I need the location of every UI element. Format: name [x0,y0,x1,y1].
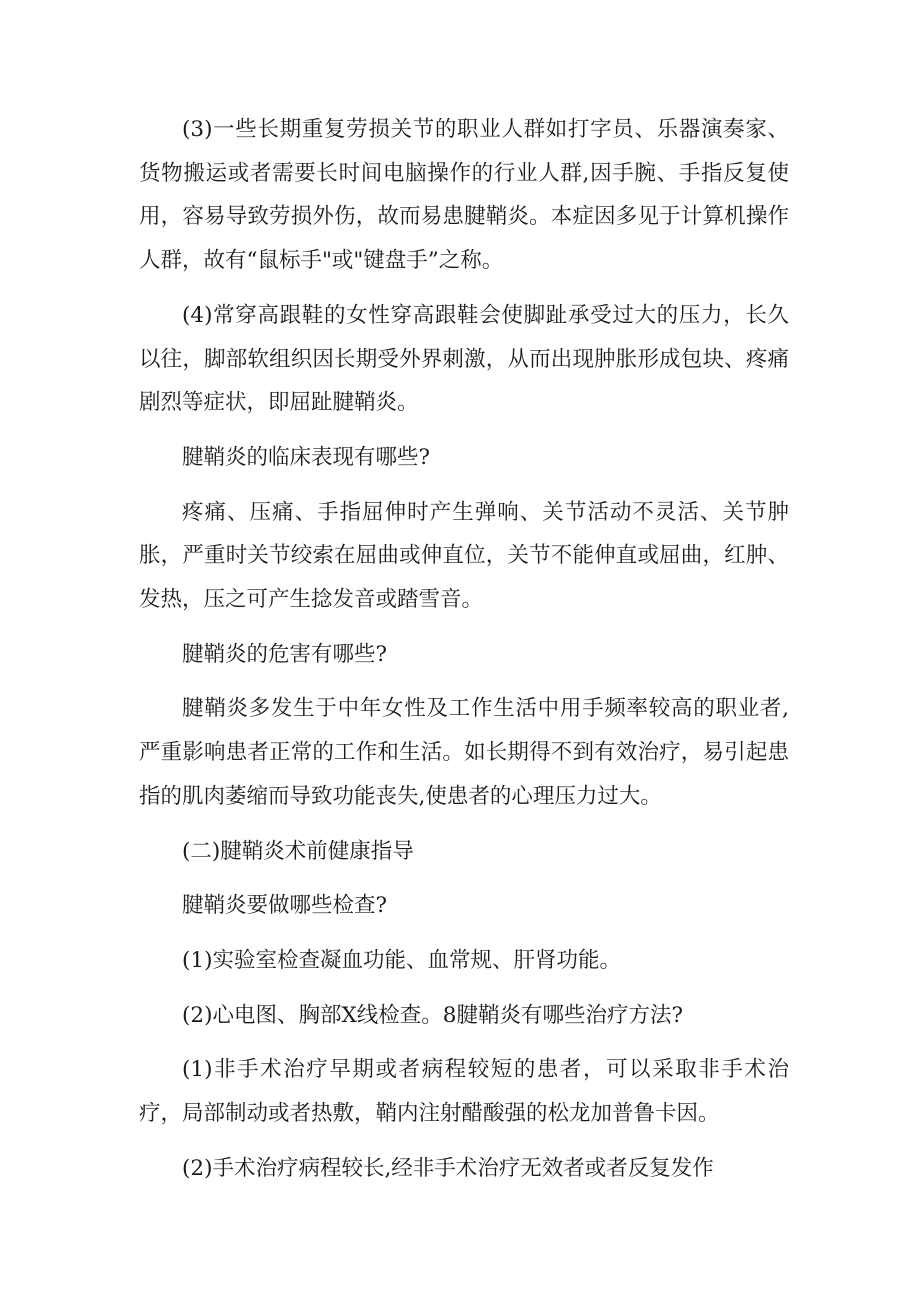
heading-examinations: 腱鞘炎要做哪些检查? [182,893,388,919]
paragraph-harms: 腱鞘炎多发生于中年女性及工作生活中用手频率较高的职业者,严重影响患者正常的工作和生活。如长期得不到有效治疗，易引起患指的肌肉萎缩而导致功能丧失,使患者的心理压力过大。 [139,696,789,809]
list-item-nonsurgical-treatment: (1)非手术治疗早期或者病程较短的患者，可以采取非手术治疗，局部制动或者热敷，鞘内注射醋酸强的松龙加普鲁卡因。 [139,1057,789,1127]
section-heading-preop-guidance: (二)腱鞘炎术前健康指导 [182,838,414,864]
heading-harms: 腱鞘炎的危害有哪些? [182,641,388,667]
heading-clinical-manifestations: 腱鞘炎的临床表现有哪些? [182,444,431,470]
document-body [139,108,789,1190]
paragraph-high-heels: (4)常穿高跟鞋的女性穿高跟鞋会使脚趾承受过大的压力，长久以往，脚部软组织因长期受外界刺激，从而出现肿胀形成包块、疼痛剧烈等症状，即屈趾腱鞘炎。 [139,302,789,416]
list-item-surgical-treatment: (2)手术治疗病程较长,经非手术治疗无效者或者反复发作 [182,1155,714,1181]
list-item-ecg-xray: (2)心电图、胸部X线检查。8腱鞘炎有哪些治疗方法? [182,1002,683,1028]
paragraph-occupational-groups: (3)一些长期重复劳损关节的职业人群如打字员、乐器演奏家、货物搬运或者需要长时间电脑操作的行业人群,因手腕、手指反复使用，容易导致劳损外伤，故而易患腱鞘炎。本症因多见于计算机操作人群，故有“鼠标手"或"键盘手”之称。 [139,117,789,274]
paragraph-symptoms: 疼痛、压痛、手指屈伸时产生弹响、关节活动不灵活、关节肿胀，严重时关节绞索在屈曲或伸直位，关节不能伸直或屈曲，红肿、发热，压之可产生捻发音或踏雪音。 [139,499,789,613]
list-item-lab-tests: (1)实验室检查凝血功能、血常规、肝肾功能。 [182,947,621,973]
